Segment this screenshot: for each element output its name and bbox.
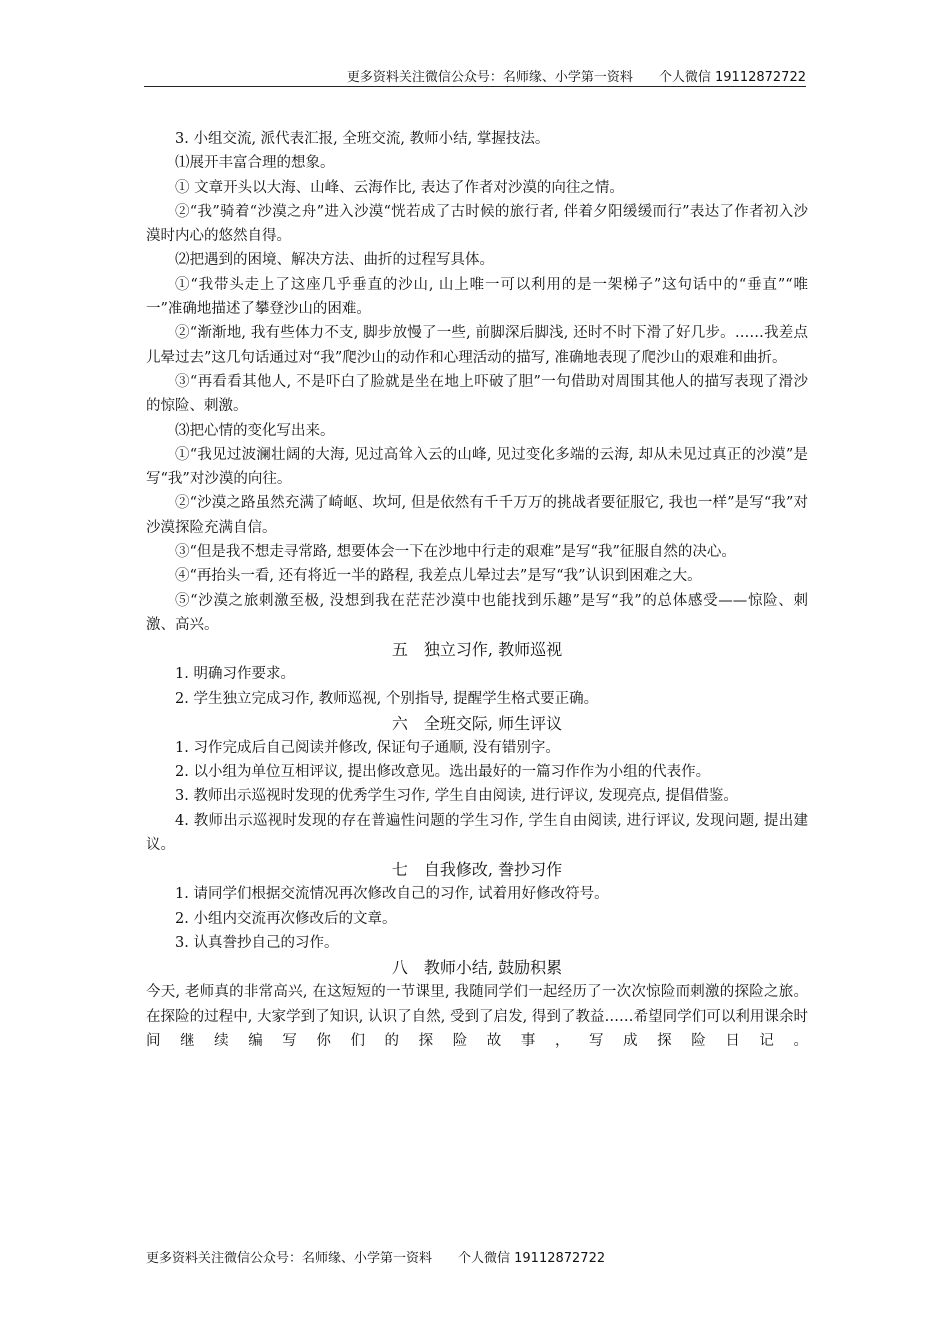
paragraph: ②“我”骑着“沙漠之舟”进入沙漠“恍若成了古时候的旅行者, 伴着夕阳缓缓而行”表达了作者初入沙漠时内心的悠然自得。	[146, 203, 808, 245]
paragraph: 1. 明确习作要求。	[175, 666, 295, 683]
document-body	[146, 127, 808, 1053]
paragraph: ③“但是我不想走寻常路, 想要体会一下在沙地中行走的艰难”是写“我”征服自然的决心。	[175, 544, 736, 561]
paragraph: ⑶把心情的变化写出来。	[175, 422, 335, 439]
paragraph: 1. 请同学们根据交流情况再次修改自己的习作, 试着用好修改符号。	[175, 886, 609, 903]
paragraph: ⑴展开丰富合理的想象。	[175, 155, 335, 172]
paragraph: 3. 认真誊抄自己的习作。	[175, 934, 339, 951]
paragraph: ⑤“沙漠之旅刺激至极, 没想到我在茫茫沙漠中也能找到乐趣”是写“我”的总体感受——惊险、刺激、高兴。	[146, 592, 808, 633]
paragraph: ②“沙漠之路虽然充满了崎岖、坎坷, 但是依然有千千万万的挑战者要征服它, 我也一样”是写“我”对沙漠探险充满自信。	[146, 495, 808, 536]
paragraph: ① 文章开头以大海、山峰、云海作比, 表达了作者对沙漠的向往之情。	[175, 179, 624, 196]
paragraph: 3. 教师出示巡视时发现的优秀学生习作, 学生自由阅读, 进行评议, 发现亮点, 提倡借鉴。	[175, 788, 738, 805]
paragraph: 2. 以小组为单位互相评议, 提出修改意见。选出最好的一篇习作作为小组的代表作。	[175, 764, 711, 781]
section-heading: 五 独立习作, 教师巡视	[391, 640, 563, 660]
page-footer: 更多资料关注微信公众号：名师缘、小学第一资料 个人微信 19112872722	[146, 1251, 606, 1266]
paragraph: ②“渐渐地, 我有些体力不支, 脚步放慢了一些, 前脚深后脚浅, 还时不时下滑了好几步。……我差点儿晕过去”这几句话通过对“我”爬沙山的动作和心理活动的描写, 准确地表现了爬沙山的艰难和曲折。	[146, 325, 808, 366]
paragraph: ④“再抬头一看, 还有将近一半的路程, 我差点儿晕过去”是写“我”认识到困难之大。	[175, 568, 702, 585]
paragraph: 1. 习作完成后自己阅读并修改, 保证句子通顺, 没有错别字。	[175, 739, 560, 756]
page-header: 更多资料关注微信公众号：名师缘、小学第一资料 个人微信 19112872722	[346, 70, 806, 85]
paragraph: 2. 小组内交流再次修改后的文章。	[175, 910, 397, 927]
section-heading: 八 教师小结, 鼓励积累	[391, 958, 563, 978]
paragraph: 4. 教师出示巡视时发现的存在普遍性问题的学生习作, 学生自由阅读, 进行评议, 发现问题, 提出建议。	[146, 812, 808, 854]
paragraph: 3. 小组交流, 派代表汇报, 全班交流, 教师小结, 掌握技法。	[175, 131, 550, 147]
paragraph: 今天, 老师真的非常高兴, 在这短短的一节课里, 我随同学们一起经历了一次次惊险而刺激的探险之旅。在探险的过程中, 大家学到了知识, 认识了自然, 受到了启发, 得到了教益……希望同学们可以利用课余时间继续编写你们的探险故事，写成探险日记。	[146, 984, 808, 1049]
paragraph: ③“再看看其他人, 不是吓白了脸就是坐在地上吓破了胆”一句借助对周围其他人的描写表现了滑沙的惊险、刺激。	[146, 373, 808, 415]
paragraph: ⑵把遇到的困境、解决方法、曲折的过程写具体。	[175, 252, 494, 269]
paragraph: ①“我带头走上了这座几乎垂直的沙山, 山上唯一可以利用的是一架梯子”这句话中的“垂直”“唯一”准确地描述了攀登沙山的困难。	[146, 276, 808, 318]
header-divider	[144, 86, 806, 87]
paragraph: ①“我见过波澜壮阔的大海, 见过高耸入云的山峰, 见过变化多端的云海, 却从未见过真正的沙漠”是写“我”对沙漠的向往。	[146, 446, 808, 488]
paragraph: 2. 学生独立完成习作, 教师巡视, 个别指导, 提醒学生格式要正确。	[175, 690, 599, 707]
section-heading: 六 全班交际, 师生评议	[391, 713, 563, 733]
section-heading: 七 自我修改, 誊抄习作	[391, 860, 563, 880]
